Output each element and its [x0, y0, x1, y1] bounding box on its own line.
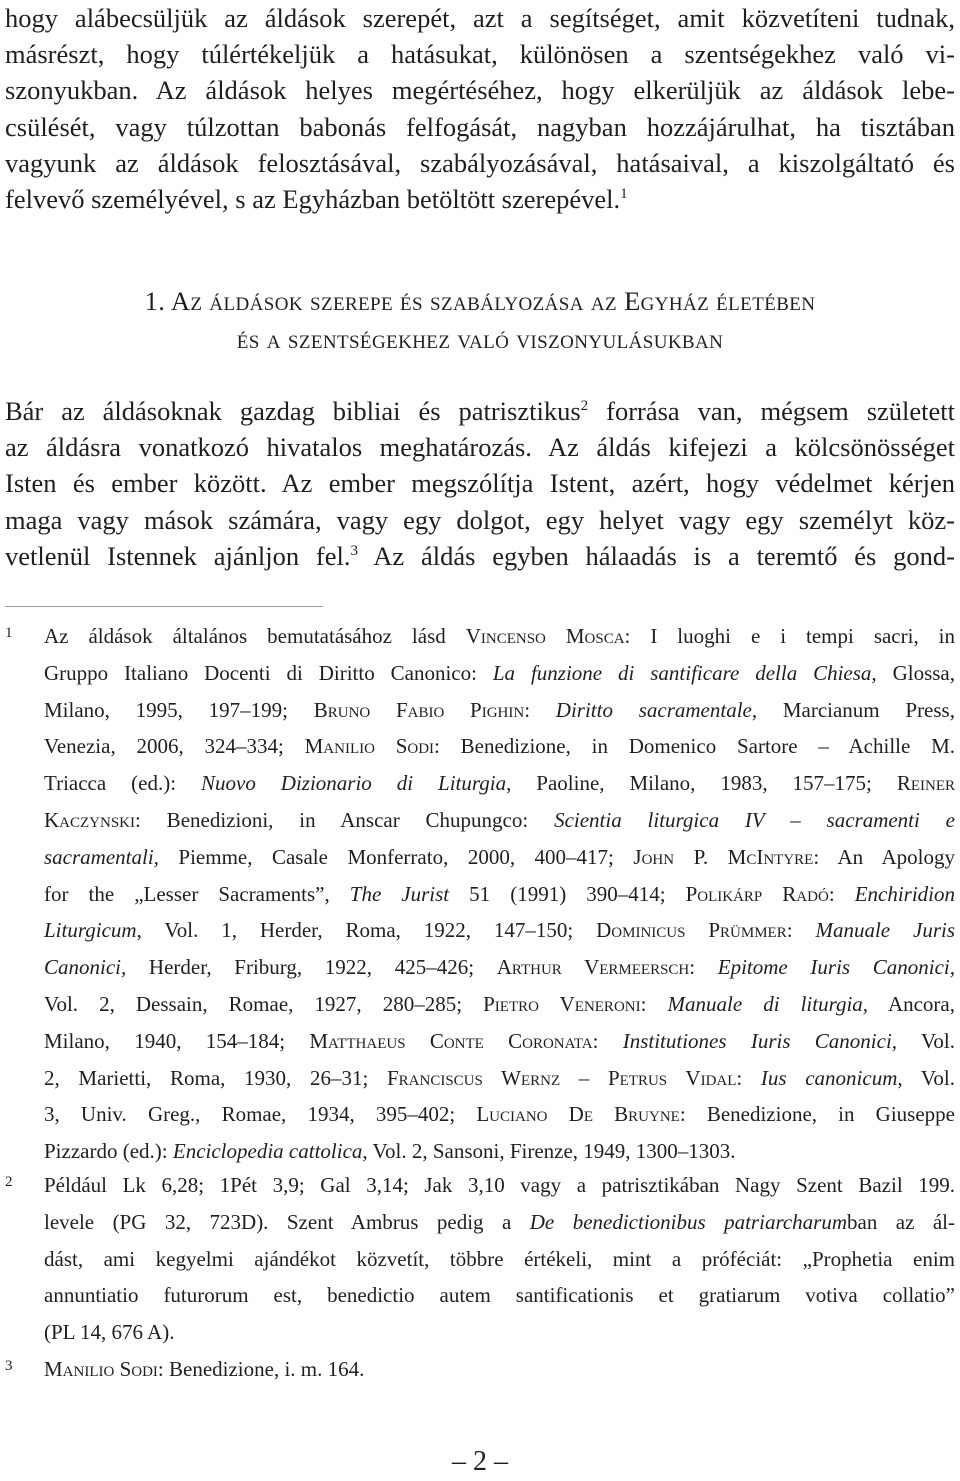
footnote-line	[44, 949, 955, 986]
footnote-line	[44, 692, 955, 729]
main-line: Isten és ember között. Az ember megszólítja Istent, azért, hogy védelmet kérjen	[5, 468, 955, 499]
text-run: 2, Marietti, Roma, 1930, 26–31;	[44, 1065, 387, 1090]
footnote-line: annuntiatio futurorum est, benedictio autem santificationis et gratiarum votiva collatio”	[44, 1283, 955, 1308]
intro-line-last	[5, 181, 955, 217]
section-heading	[0, 282, 960, 358]
text-run: , Vol.	[897, 1065, 955, 1090]
footnote-line	[44, 802, 955, 839]
text-run: 51 (1991) 390–414;	[449, 881, 686, 906]
footnote-number: 1	[5, 625, 13, 641]
footnote-line	[44, 876, 955, 913]
footnote-text	[44, 618, 955, 1170]
footnote-line: dást, ami kegyelmi ajándékot közvetít, többre értékeli, mint a próféciát: „Prophetia enim	[44, 1246, 955, 1271]
main-paragraph	[5, 393, 955, 574]
work-title: Enciclopedia cattolica	[172, 1139, 363, 1164]
text-run: :	[689, 955, 718, 980]
footnote-ref-3[interactable]: 3	[350, 542, 358, 559]
footnote-line	[44, 1204, 955, 1241]
text-run: , Vol. 1, Herder, Roma, 1922, 147–150;	[136, 918, 597, 943]
footnote-line	[44, 986, 955, 1023]
main-line-5-after: Az áldás egyben hálaadás is a teremtő és gond-	[357, 540, 955, 571]
footnote-line	[44, 1023, 955, 1060]
work-title: Scientia liturgica IV – sacramenti e	[554, 807, 956, 832]
footnote-divider	[5, 606, 323, 607]
work-title: Diritto sacramentale,	[555, 697, 758, 722]
page-number: – 2 –	[452, 1446, 508, 1477]
work-title: Canonici,	[44, 955, 127, 980]
footnote-line: Például Lk 6,28; 1Pét 3,9; Gal 3,14; Jak 3,10 vagy a patrisztikában Nagy Szent Bazil 199.	[44, 1173, 955, 1197]
text-run: : Benedizione, in Giuseppe	[679, 1102, 955, 1127]
footnote-ref-2[interactable]: 2	[580, 398, 589, 415]
text-run: :	[786, 918, 816, 943]
text-run: Venezia, 2006, 324–334;	[44, 734, 305, 759]
main-line-5-before: vetlenül Istennek ajánljon fel.	[5, 540, 351, 571]
footnote-line	[44, 912, 955, 949]
footnote-line	[44, 728, 955, 765]
text-run: levele (PG 32, 723D). Szent Ambrus pedig a	[44, 1209, 530, 1234]
main-line: az áldásra vonatkozó hivatalos meghatározás. Az áldás kifejezi a kölcsönösséget	[5, 432, 955, 463]
text-run: Marcianum Press,	[757, 697, 955, 722]
text-run: Gruppo Italiano Docenti di Diritto Canonico:	[44, 660, 493, 685]
section-heading-line-1: 1. Az áldások szerepe és szabályozása az Egyház életében	[144, 286, 816, 316]
footnote-line	[44, 1060, 955, 1097]
intro-line: hogy alábecsüljük az áldások szerepét, azt a segítséget, amit közvetíteni tudnak,	[5, 3, 955, 33]
main-line	[5, 393, 955, 429]
text-run: , Paoline, Milano, 1983, 157–175;	[506, 771, 897, 796]
text-run: :	[736, 1065, 761, 1090]
text-run: , Vol. 2, Sansoni, Firenze, 1949, 1300–1303.	[362, 1139, 736, 1164]
section-heading-line-2: és a szentségekhez való viszonyulásukban	[236, 324, 724, 354]
author-name: Kaczynski	[44, 807, 136, 832]
author-name: John P. McIntyre	[633, 844, 814, 869]
text-run: :	[828, 881, 855, 906]
text-run: :	[524, 697, 556, 722]
footnote-line: (PL 14, 676 A).	[44, 1320, 175, 1345]
author-name: Vincenso Mosca	[465, 624, 625, 648]
text-run: Herder, Friburg, 1922, 425–426;	[126, 955, 497, 980]
author-name: Manilio Sodi	[304, 734, 435, 759]
footnote-line	[44, 1351, 955, 1388]
footnote-text	[44, 1351, 955, 1388]
footnote-number: 2	[5, 1174, 13, 1190]
text-run: Az áldások általános bemutatásához lásd	[44, 624, 466, 648]
text-run: :	[640, 991, 668, 1016]
footnote-line	[44, 839, 955, 876]
text-run: for the „Lesser Sacraments”,	[44, 881, 350, 906]
text-run: ban az ál-	[847, 1209, 955, 1234]
text-run: : Benedizioni, in Anscar Chupungco:	[135, 807, 555, 832]
intro-line: másrészt, hogy túlértékeljük a hatásukat, különösen a szentségekhez való vi-	[5, 39, 955, 70]
work-title: De benedictionibus patriarcharum	[529, 1209, 847, 1234]
footnote-line	[44, 1133, 955, 1170]
work-title: sacramentali,	[44, 844, 159, 869]
work-title: Ius canonicum	[760, 1065, 898, 1090]
author-name: Luciano De Bruyne	[476, 1102, 680, 1127]
author-name: Matthaeus Conte Coronata	[309, 1028, 593, 1053]
text-run: Ancora,	[868, 991, 955, 1016]
main-line-1-before: Bár az áldásoknak gazdag bibliai és patrisztikus	[5, 396, 581, 426]
text-run: : An Apology	[813, 844, 956, 869]
footnote-number: 3	[5, 1358, 13, 1374]
text-run: Milano, 1995, 197–199;	[44, 697, 314, 722]
footnote-text	[44, 1167, 955, 1351]
intro-last-text: felvevő személyével, s az Egyházban betöltött szerepével.	[5, 184, 621, 215]
intro-line: szonyukban. Az áldások helyes megértéséhez, hogy elkerüljük az áldások lebe-	[5, 75, 955, 106]
text-run: :	[592, 1028, 623, 1053]
footnote-line	[44, 655, 955, 692]
text-run: : Benedizione, i. m. 164.	[157, 1357, 365, 1381]
footnote-line	[44, 765, 955, 802]
footnote-line	[44, 618, 955, 655]
text-run: : I luoghi e i tempi sacri, in	[624, 624, 956, 648]
text-run: Vol. 2, Dessain, Romae, 1927, 280–285;	[44, 991, 484, 1016]
text-run: Pizzardo (ed.):	[44, 1139, 173, 1164]
text-run: Triacca (ed.):	[44, 771, 201, 796]
intro-paragraph	[5, 0, 955, 217]
work-title: Enchiridion	[854, 881, 956, 906]
text-run: Glossa,	[876, 660, 956, 685]
author-name: Arthur Vermeersch	[496, 955, 690, 980]
author-name: Polikárp Radó	[685, 881, 829, 906]
work-title: Institutiones Iuris Canonici	[622, 1028, 892, 1053]
work-title: Nuovo Dizionario di Liturgia	[201, 771, 507, 796]
intro-line: vagyunk az áldások felosztásával, szabályozásával, hatásaival, a kiszolgáltató és	[5, 147, 955, 178]
work-title: The Jurist	[349, 881, 450, 906]
text-run: 3, Univ. Greg., Romae, 1934, 395–402;	[44, 1102, 477, 1127]
work-title: La funzione di santificare della Chiesa,	[492, 660, 877, 685]
author-name: Dominicus Prümmer	[596, 918, 787, 943]
text-run: , Vol.	[891, 1028, 955, 1053]
text-run: : Benedizione, in Domenico Sartore – Achille M.	[434, 734, 955, 759]
footnote-ref-1[interactable]: 1	[620, 186, 628, 203]
author-name: Franciscus Wernz – Petrus Vidal	[386, 1065, 737, 1090]
author-name: Reiner	[896, 771, 955, 796]
work-title: Epitome Iuris Canonici,	[717, 955, 955, 980]
author-name: Bruno Fabio Pighin	[313, 697, 525, 722]
work-title: Manuale di liturgia,	[667, 991, 869, 1016]
text-run: Piemme, Casale Monferrato, 2000, 400–417;	[158, 844, 634, 869]
main-line: maga vagy mások számára, vagy egy dolgot, egy helyet vagy egy személyt köz-	[5, 504, 955, 535]
work-title: Manuale Juris	[815, 918, 956, 943]
text-run: Milano, 1940, 154–184;	[44, 1028, 310, 1053]
intro-line: csülését, vagy túlzottan babonás felfogását, nagyban hozzájárulhat, ha tisztában	[5, 111, 955, 142]
author-name: Pietro Veneroni	[483, 991, 641, 1016]
footnote-line	[44, 1096, 955, 1133]
author-name: Manilio Sodi	[44, 1357, 158, 1381]
work-title: Liturgicum	[44, 918, 137, 943]
main-line-1-after: forrása van, mégsem született	[588, 396, 956, 426]
main-line	[5, 538, 955, 574]
